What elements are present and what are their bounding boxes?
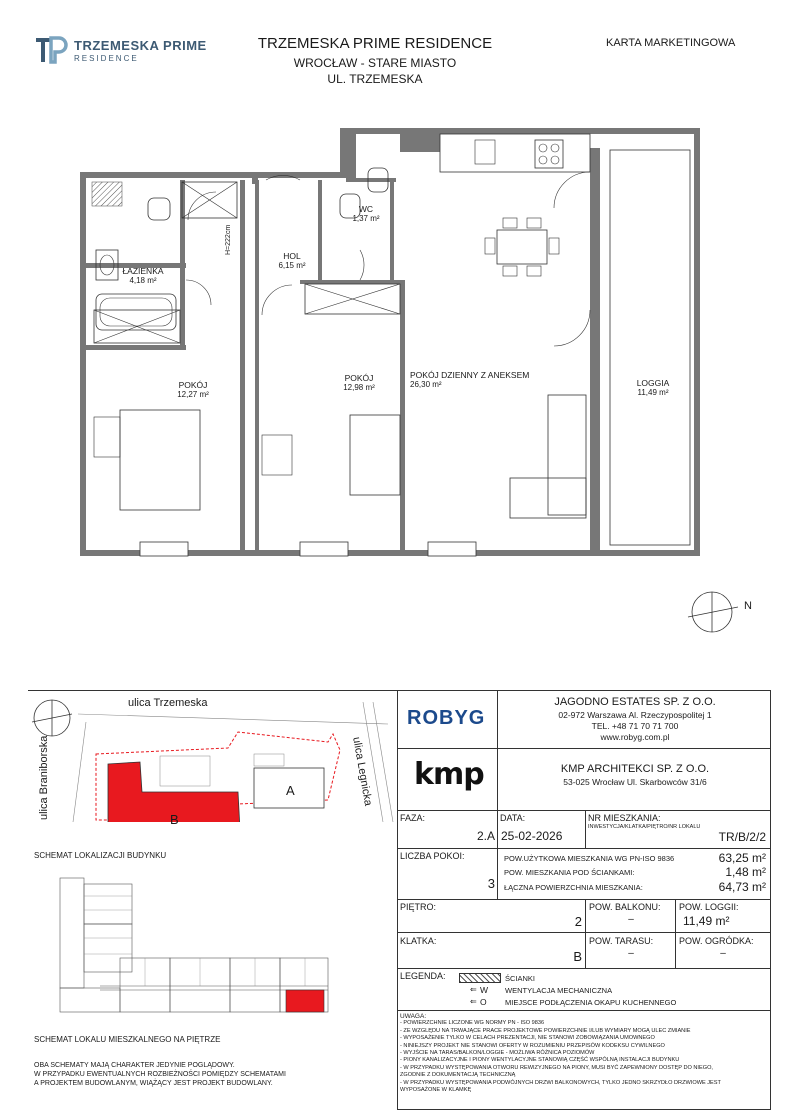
divider-arch [397, 810, 770, 811]
room-hol [272, 251, 312, 271]
disclaimer-line-2: W PRZYPADKU EWENTUALNYCH ROZBIEŻNOŚCI POMIĘDZY SCHEMATAMI [34, 1071, 286, 1078]
notes-title: UWAGA: [400, 1013, 427, 1020]
developer-web: www.robyg.com.pl [600, 732, 670, 742]
faza-value: 2.A [476, 829, 495, 843]
pokoje-value: 3 [487, 876, 495, 891]
legend-walls-swatch [459, 973, 501, 983]
divider-faza [497, 810, 498, 848]
room-dzienny-area: 26,30 m² [410, 380, 442, 389]
pow-uzytkowa-label: POW.UŻYTKOWA MIESZKANIA WG PN-ISO 9836 [504, 854, 675, 863]
notes-line-4: - NINIEJSZY PROJEKT NIE STANOWI OFERTY W ROZUMIENIU PRZEPISÓW KODEKSU CYWILNEGO [400, 1042, 665, 1049]
divider-middle [397, 690, 398, 1110]
notes-line-3: - WYPOSAŻENIE TYLKO W CELACH PREZENTACJI, NIE STANOWI ZOBOWIĄZANIA UMOWNEGO [400, 1035, 655, 1042]
divider-pietro [585, 899, 586, 968]
legend-item-hood: MIEJSCE PODŁĄCZENIA OKAPU KUCHENNEGO [505, 998, 677, 1007]
pow-uzytkowa-value: 63,25 m² [718, 851, 766, 865]
divider-data [585, 810, 586, 848]
ogrodek-value: – [720, 948, 726, 959]
divider-pokoje [497, 848, 498, 899]
room-lazienka-name: ŁAZIENKA [122, 266, 164, 276]
room-dzienny-name: POKÓJ DZIENNY Z ANEKSEM [410, 370, 530, 380]
pietro-label: PIĘTRO: [400, 902, 437, 912]
developer-phone: TEL. +48 71 70 71 700 [591, 721, 679, 731]
balkon-value: – [628, 914, 634, 925]
legend-arrow-w-icon: ⇐ [470, 985, 477, 994]
ogrodek-label: POW. OGRÓDKA: [679, 936, 754, 946]
disclaimer [34, 1061, 286, 1088]
building-b-label: B [170, 812, 179, 827]
notes-line-6: - PIONY KANALIZACYJNE I PIONY WENTYLACYJNE STANOWIĄ CZĘŚĆ WSPÓLNĄ INSTALACJI BUDYNKU [400, 1057, 680, 1064]
pow-scianki-label: POW. MIESZKANIA POD ŚCIANKAMI: [504, 868, 635, 877]
robyg-logo: ROBYG [407, 707, 486, 729]
pow-laczna-value: 64,73 m² [718, 880, 766, 894]
street-legnicka: ulica Legnicka [350, 736, 375, 807]
loggia-value: 11,49 m² [683, 914, 730, 928]
logo-icon [34, 34, 70, 66]
room-lazienka-area: 4,18 m² [129, 276, 157, 285]
divider-row4 [397, 968, 770, 969]
nr-sublabel: INWESTYCJA/KLATKA/PIĘTRO/NR LOKALU [588, 824, 701, 830]
divider-row1 [397, 848, 770, 849]
kmp-logo: kmp [414, 757, 484, 792]
architect-name: KMP ARCHITEKCI SP. Z O.O. [560, 763, 710, 775]
street-braniborska: ulica Braniborska [38, 735, 50, 820]
divider-right-edge [770, 690, 771, 1110]
room-wc [346, 204, 386, 224]
notes-line-10: WYPOSAŻONE W KLAMKĘ [400, 1087, 472, 1094]
data-label: DATA: [500, 813, 526, 823]
logo-name: TRZEMESKA PRIME [74, 38, 207, 53]
site-plan-caption: SCHEMAT LOKALIZACJI BUDYNKU [34, 851, 167, 860]
room-hol-area: 6,15 m² [278, 261, 306, 270]
floor-plan-caption: SCHEMAT LOKALU MIESZKALNEGO NA PIĘTRZE [34, 1035, 221, 1044]
legend-item-ventilation: WENTYLACJA MECHANICZNA [505, 986, 613, 995]
pokoje-label: LICZBA POKOI: [400, 851, 465, 861]
taras-label: POW. TARASU: [589, 936, 654, 946]
notes-line-5: - WYJŚCIE NA TARAS/BALKON/LOGGIE - MOŻLIWA RÓŻNICA POZIOMÓW [400, 1050, 595, 1057]
developer-address: 02-972 Warszawa Al. Rzeczypospolitej 1 [558, 710, 712, 720]
legend-symbol-o: O [480, 997, 487, 1007]
notes-line-2: - ZE WZGLĘDU NA TRWAJĄCE PRACE PROJEKTOWE POWIERZCHNIE I/LUB WYMIARY MOGĄ ULEC ZMIANIE [400, 1027, 691, 1034]
notes [400, 1013, 766, 1094]
street-trzemeska: ulica Trzemeska [128, 697, 208, 709]
legend-item-walls: ŚCIANKI [505, 974, 536, 983]
faza-label: FAZA: [400, 813, 426, 823]
pietro-value: 2 [574, 914, 582, 929]
room-loggia-name: LOGGIA [636, 378, 670, 388]
compass-north-label: N [744, 600, 752, 612]
notes-line-9: - W PRZYPADKU WYSTĘPOWANIA PODWÓJNYCH DRZWI BALKONOWYCH, TYLKO JEDNO SKRZYDŁO DRZWIOWE JEST [400, 1079, 721, 1086]
divider-row5 [397, 1010, 770, 1011]
room-wc-name: WC [358, 204, 374, 214]
legend-symbol-w: W [480, 985, 489, 995]
room-pokoj-2-area: 12,98 m² [343, 383, 375, 392]
klatka-label: KLATKA: [400, 936, 437, 946]
nr-value: TR/B/2/2 [718, 830, 766, 844]
room-wc-area: 1,37 m² [352, 214, 380, 223]
disclaimer-line-1: OBA SCHEMATY MAJĄ CHARAKTER JEDYNIE POGLĄDOWY. [34, 1062, 235, 1069]
nr-label: NR MIESZKANIA: [588, 813, 661, 823]
logo [34, 34, 224, 68]
loggia-label: POW. LOGGII: [679, 902, 739, 912]
room-pokoj-1-name: POKÓJ [178, 380, 208, 390]
data-value: 25-02-2026 [501, 829, 563, 843]
klatka-value: B [573, 949, 582, 964]
page-title: TRZEMESKA PRIME RESIDENCE [257, 35, 493, 52]
ceiling-height-note: H=222cm [225, 224, 232, 255]
site-plan [28, 692, 396, 822]
pow-laczna-label: ŁĄCZNA POWIERZCHNIA MIESZKANIA: [504, 883, 643, 892]
floor-schematic [50, 876, 350, 1016]
developer-name: JAGODNO ESTATES SP. Z O.O. [554, 696, 716, 708]
legend-arrow-o-icon: ⇐ [470, 997, 477, 1006]
room-hol-name: HOL [283, 251, 301, 261]
logo-sub: RESIDENCE [74, 54, 139, 63]
room-loggia [628, 378, 678, 398]
room-dzienny [410, 370, 530, 390]
notes-line-7: - W PRZYPADKU WYSTĘPOWANIA OTWORU REWIZYJNEGO NA PIONY, MUSI BYĆ ZAPEWNIONY DOSTĘP DO NIEGO, [400, 1064, 713, 1071]
room-pokoj-1-area: 12,27 m² [177, 390, 209, 399]
balkon-label: POW. BALKONU: [589, 902, 661, 912]
divider-balkon [675, 899, 676, 968]
page-subtitle-city: WROCŁAW - STARE MIASTO [293, 56, 457, 70]
room-pokoj-2 [334, 373, 384, 393]
divider-logos [497, 690, 498, 810]
page-subtitle-street: UL. TRZEMESKA [327, 72, 423, 86]
taras-value: – [628, 948, 634, 959]
divider-dev [397, 748, 770, 749]
room-lazienka [118, 266, 168, 286]
architect-address: 53-025 Wrocław Ul. Skarbowców 31/6 [563, 777, 707, 787]
disclaimer-line-3: A PROJEKTEM BUDOWLANYM, WIĄŻĄCY JEST PROJEKT BUDOWLANY. [34, 1080, 273, 1087]
pow-scianki-value: 1,48 m² [725, 865, 766, 879]
divider-row2 [397, 899, 770, 900]
legend-label: LEGENDA: [400, 971, 446, 981]
divider-bottom [397, 1109, 770, 1110]
building-a-label: A [286, 783, 295, 798]
developer-info [500, 697, 770, 743]
notes-line-8: ZGODNIE Z DOKUMENTACJĄ TECHNICZNĄ [400, 1072, 516, 1079]
room-pokoj-1 [168, 380, 218, 400]
notes-line-1: - POWIERZCHNIE LICZONE WG NORMY PN - ISO 9836 [400, 1020, 545, 1027]
room-pokoj-2-name: POKÓJ [344, 373, 374, 383]
architect-info [500, 763, 770, 787]
divider-row3 [397, 932, 770, 933]
doc-type: KARTA MARKETINGOWA [606, 37, 736, 49]
room-loggia-area: 11,49 m² [637, 388, 669, 397]
divider-top [28, 690, 770, 691]
